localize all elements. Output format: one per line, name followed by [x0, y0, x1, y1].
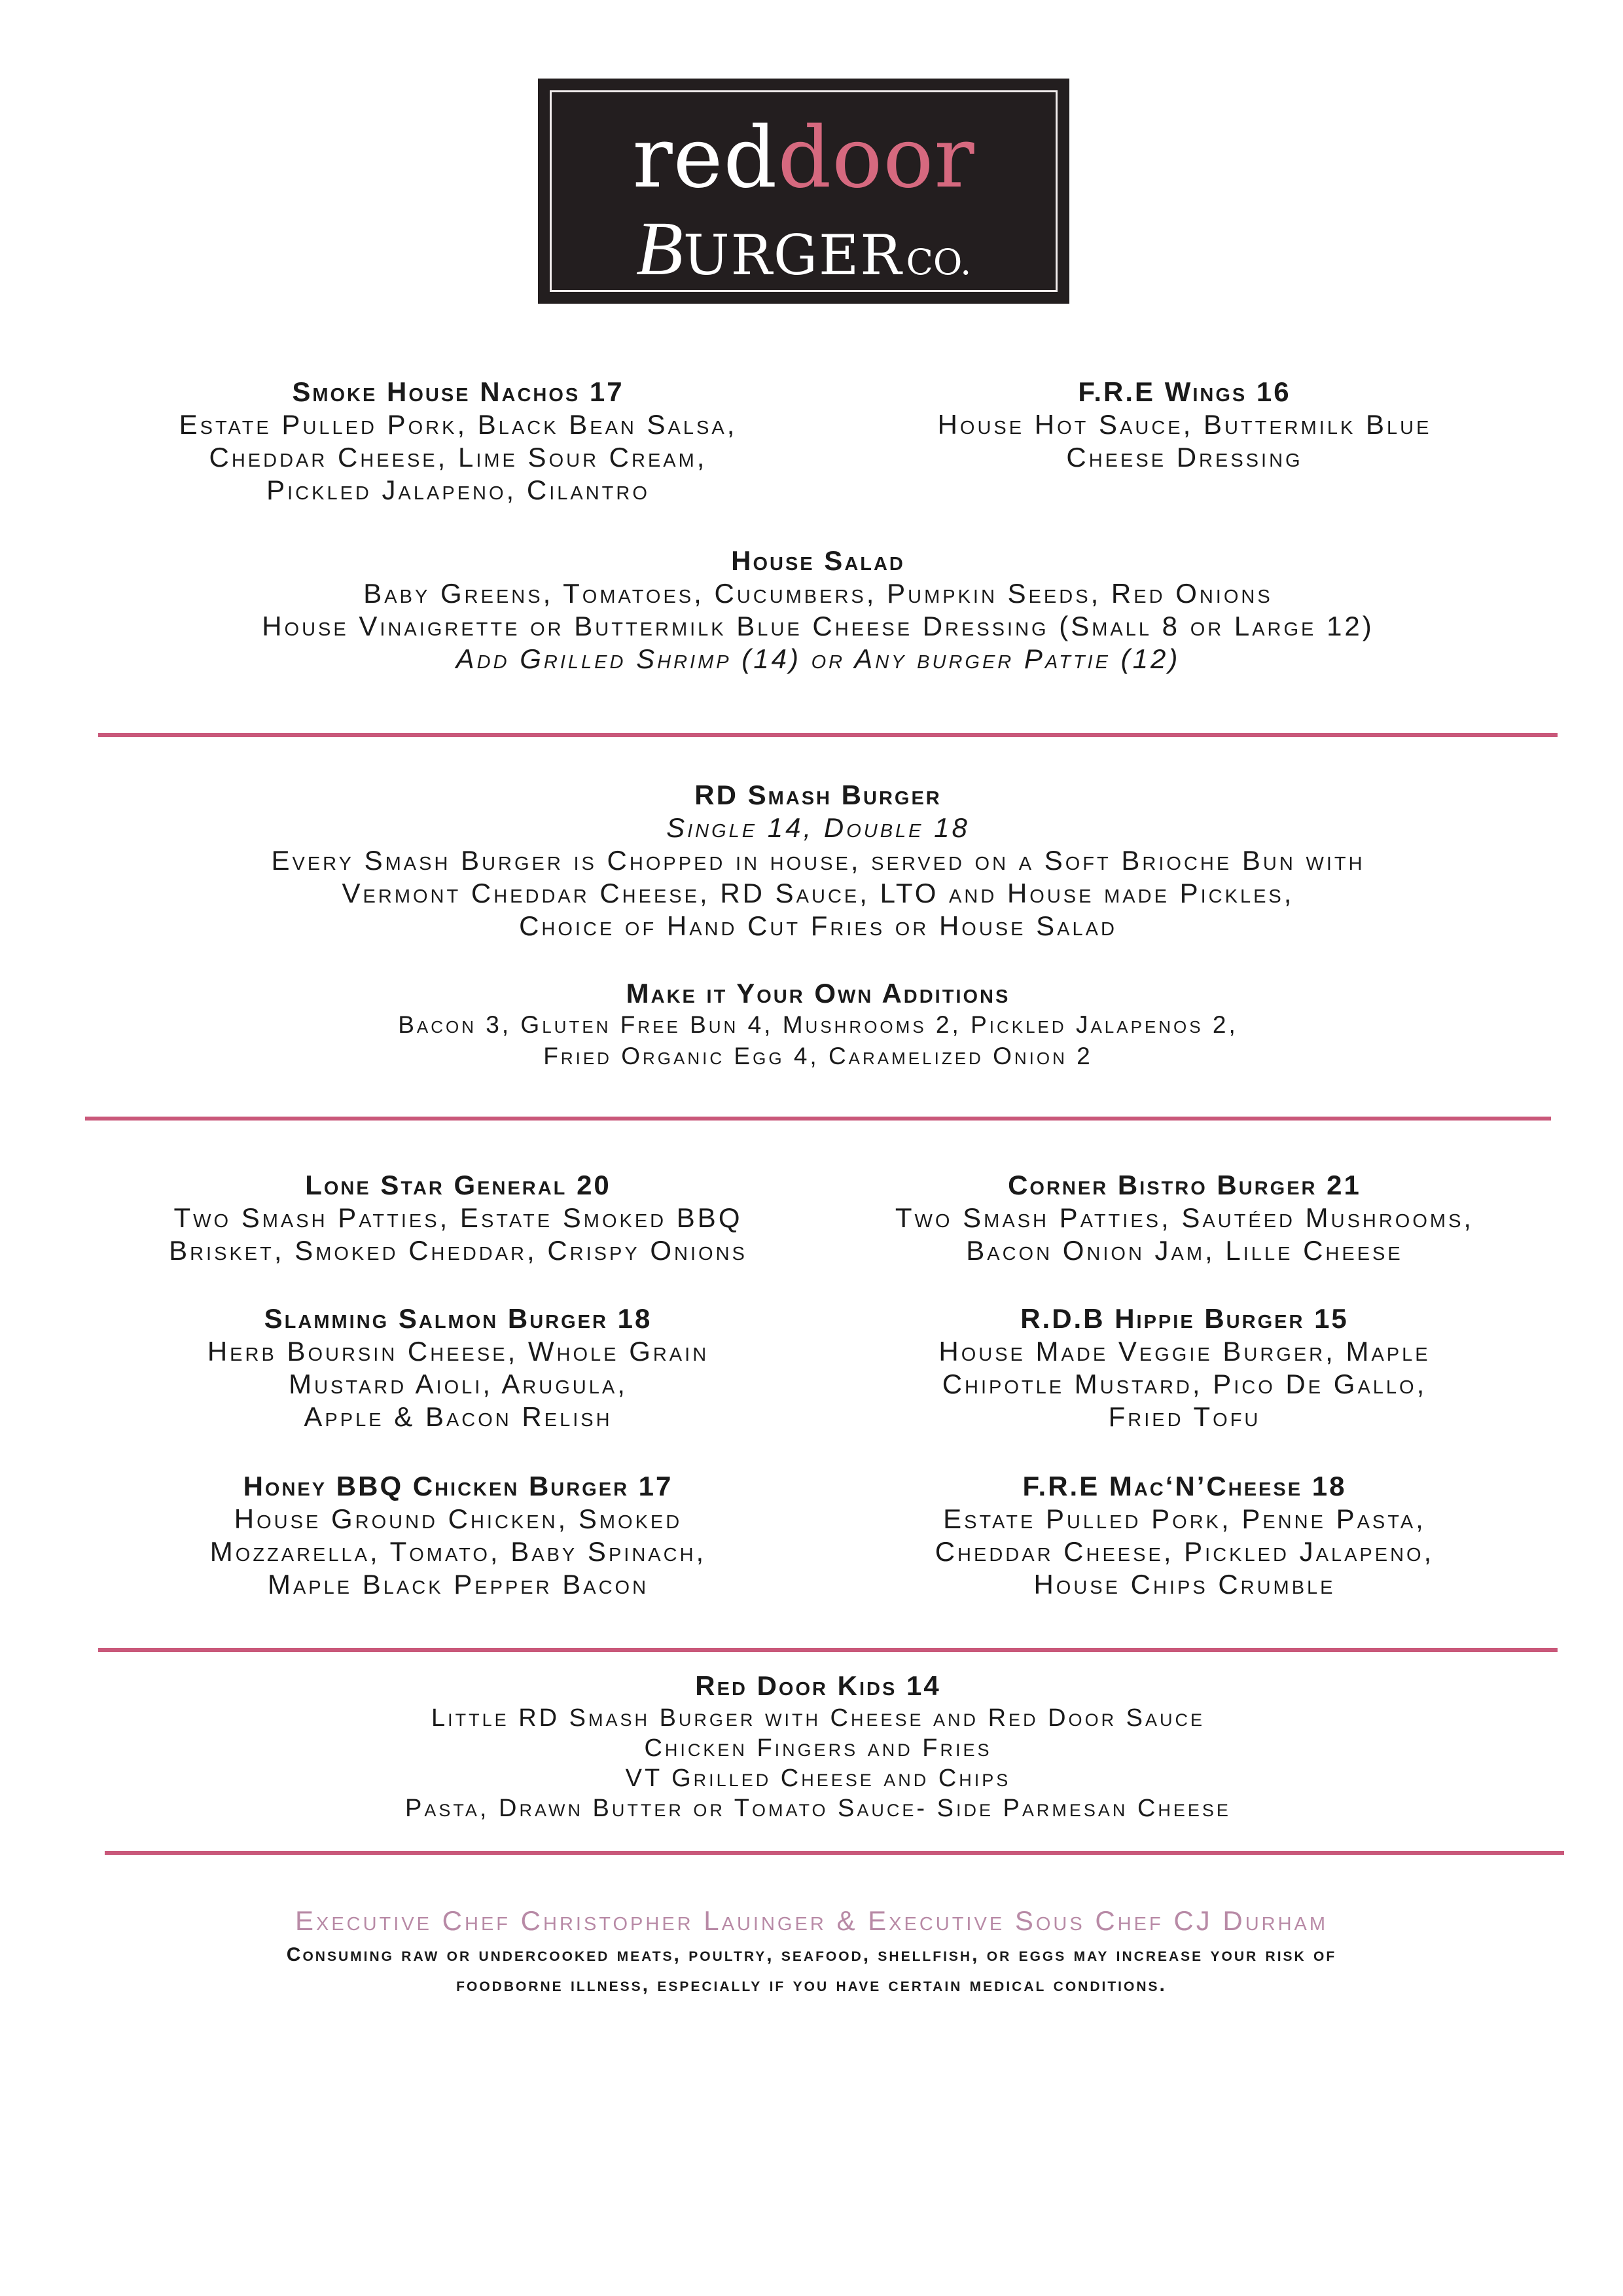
item-desc-line: Herb Boursin Cheese, Whole Grain	[207, 1336, 709, 1367]
menu-item-nachos	[98, 376, 818, 507]
logo-word-red: red	[632, 109, 778, 207]
item-desc-line: Chipotle Mustard, Pico De Gallo,	[942, 1369, 1427, 1399]
item-desc-line: Baby Greens, Tomatoes, Cucumbers, Pumpkin Seeds, Red Onions	[363, 578, 1273, 609]
item-desc-line: Two Smash Patties, Estate Smoked BBQ	[173, 1202, 743, 1233]
item-desc-line: Cheddar Cheese, Pickled Jalapeno,	[935, 1536, 1435, 1567]
item-desc-line: Pasta, Drawn Butter or Tomato Sauce- Side Parmesan Cheese	[405, 1795, 1231, 1822]
section-divider	[85, 1117, 1551, 1121]
item-title: R.D.B Hippie Burger 15	[1020, 1303, 1349, 1334]
menu-item-house-salad	[98, 545, 1538, 675]
item-desc-line: Cheddar Cheese, Lime Sour Cream,	[209, 442, 707, 473]
item-title: Slamming Salmon Burger 18	[264, 1303, 652, 1334]
section-divider	[105, 1851, 1564, 1855]
item-title: Red Door Kids 14	[695, 1670, 941, 1701]
logo-burger-initial: B	[635, 206, 683, 291]
item-desc-line: Every Smash Burger is Chopped in house, served on a Soft Brioche Bun with	[271, 845, 1365, 876]
menu-item-chicken-burger	[98, 1470, 818, 1601]
item-desc-line: House Vinaigrette or Buttermilk Blue Cheese Dressing (Small 8 or Large 12)	[262, 611, 1374, 641]
menu-item-kids	[98, 1669, 1538, 1823]
menu-item-corner-bistro	[831, 1169, 1538, 1267]
item-title: Lone Star General 20	[305, 1170, 611, 1200]
section-divider	[98, 1648, 1558, 1652]
menu-item-smash-burger	[98, 779, 1538, 942]
chefs-credit: Executive Chef Christopher Lauinger & Executive Sous Chef CJ Durham	[294, 1905, 1329, 1936]
item-desc-line: Estate Pulled Pork, Penne Pasta,	[943, 1503, 1426, 1534]
item-desc-line: Mustard Aioli, Arugula,	[289, 1369, 628, 1399]
item-addon-line: Add Grilled Shrimp (14) or Any burger Pattie (12)	[455, 643, 1181, 674]
health-disclaimer	[98, 1940, 1525, 2000]
item-desc-line: Chicken Fingers and Fries	[644, 1734, 992, 1762]
item-title: House Salad	[731, 545, 905, 576]
item-desc-line: Pickled Jalapeno, Cilantro	[266, 475, 650, 505]
item-prices: Single 14, Double 18	[666, 812, 970, 843]
item-title: F.R.E Mac‘N’Cheese 18	[1022, 1471, 1347, 1501]
menu-item-salmon-burger	[98, 1302, 818, 1433]
logo-burger-rest: URGER	[683, 223, 903, 287]
item-desc-line: Estate Pulled Pork, Black Bean Salsa,	[179, 409, 738, 440]
item-desc-line: House Made Veggie Burger, Maple	[938, 1336, 1431, 1367]
item-title: Corner Bistro Burger 21	[1008, 1170, 1361, 1200]
menu-additions	[98, 978, 1538, 1072]
item-desc-line: Apple & Bacon Relish	[304, 1401, 613, 1432]
item-desc-line: Two Smash Patties, Sautéed Mushrooms,	[895, 1202, 1474, 1233]
restaurant-logo	[538, 79, 1069, 304]
menu-item-hippie-burger	[831, 1302, 1538, 1433]
menu-item-wings	[838, 376, 1531, 474]
item-title: F.R.E Wings 16	[1078, 376, 1291, 407]
item-desc-line: Vermont Cheddar Cheese, RD Sauce, LTO and House made Pickles,	[342, 878, 1294, 908]
logo-burger-co	[538, 206, 1069, 304]
item-desc-line: Mozzarella, Tomato, Baby Spinach,	[209, 1536, 707, 1567]
disclaimer-line: Consuming raw or undercooked meats, poultry, seafood, shellfish, or eggs may increase your risk of	[286, 1944, 1337, 1965]
item-title: RD Smash Burger	[694, 780, 942, 810]
item-desc-line: Fried Tofu	[1108, 1401, 1261, 1432]
additions-line: Bacon 3, Gluten Free Bun 4, Mushrooms 2, Pickled Jalapenos 2,	[398, 1011, 1238, 1038]
additions-line: Fried Organic Egg 4, Caramelized Onion 2	[543, 1043, 1093, 1069]
item-desc-line: House Hot Sauce, Buttermilk Blue	[937, 409, 1432, 440]
item-desc-line: House Chips Crumble	[1033, 1569, 1336, 1600]
item-desc-line: Bacon Onion Jam, Lille Cheese	[966, 1235, 1403, 1266]
item-desc-line: VT Grilled Cheese and Chips	[625, 1765, 1011, 1792]
section-divider	[98, 733, 1558, 737]
item-desc-line: Maple Black Pepper Bacon	[267, 1569, 649, 1600]
item-title: Honey BBQ Chicken Burger 17	[243, 1471, 673, 1501]
item-desc-line: House Ground Chicken, Smoked	[234, 1503, 683, 1534]
menu-item-mac-n-cheese	[831, 1470, 1538, 1601]
item-desc-line: Brisket, Smoked Cheddar, Crispy Onions	[169, 1235, 747, 1266]
logo-co: CO.	[906, 242, 972, 283]
item-desc-line: Cheese Dressing	[1066, 442, 1303, 473]
item-desc-line: Little RD Smash Burger with Cheese and Red Door Sauce	[431, 1704, 1205, 1732]
logo-wordmark	[538, 109, 1069, 207]
item-desc-line: Choice of Hand Cut Fries or House Salad	[519, 910, 1117, 941]
menu-item-lone-star	[98, 1169, 818, 1267]
logo-word-door: door	[777, 109, 975, 207]
disclaimer-line: foodborne illness, especially if you have certain medical conditions.	[456, 1974, 1167, 1996]
item-title: Smoke House Nachos 17	[292, 376, 624, 407]
additions-title: Make it Your Own Additions	[626, 978, 1010, 1009]
